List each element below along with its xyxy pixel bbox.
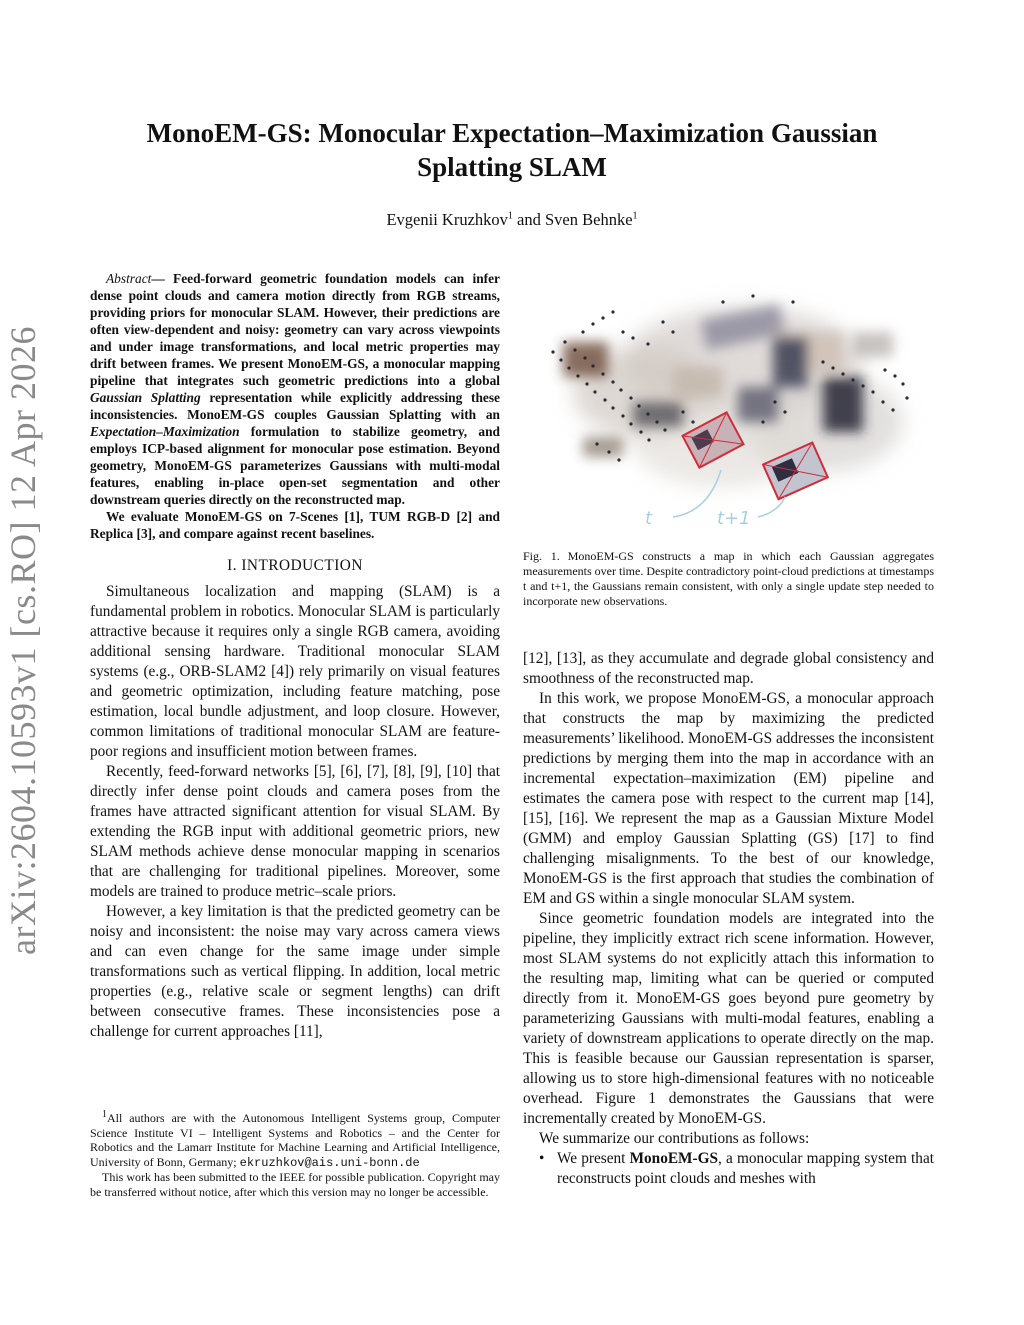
intro-paragraph-3: However, a key limitation is that the predicted geometry can be noisy and inconsistent: the noise may vary across camera views and can even change for the same image under simple transformations such as vertical flipping. In addition, local metric properties (e.g., relative scale or segment lengths) can drift between consecutive frames. These inconsistencies pose a challenge for current approaches [11],: [90, 903, 500, 1040]
author-list: [200, 210, 824, 230]
abstract-evaluation: We evaluate MonoEM-GS on 7-Scenes [1], TUM RGB-D [2] and Replica [3], and compare against recent baselines.: [90, 509, 500, 541]
right-paragraph-1: In this work, we propose MonoEM-GS, a monocular approach that constructs the map by maximizing the predicted measurements’ likelihood. MonoEM-GS addresses the inconsistent predictions by merging them into the map in accordance with an incremental expectation–maximization (EM) pipeline and estimates the camera pose with respect to the current map [14], [15], [16]. We represent the map as a Gaussian Mixture Model (GMM) and employ Gaussian Splatting (GS) [17] to find challenging misalignments. To the best of our knowledge, MonoEM-GS is the first approach that studies the combination of EM and GS within a single monocular SLAM system.: [523, 690, 934, 907]
author-conjunction: and: [512, 210, 545, 229]
contribution-1-name: MonoEM-GS: [629, 1150, 718, 1167]
author-1-affiliation: 1: [507, 210, 513, 222]
footnote: [90, 1108, 500, 1199]
caption-text: MonoEM-GS constructs a map in which each Gaussian aggregates measurements over time. Despite contradictory point-cloud predictions at timestamps t and t+1, the Gaussians remain consistent, with only a single update step needed to incorporate new observations.: [523, 549, 934, 608]
contribution-item: [523, 1149, 934, 1189]
left-column: [90, 270, 500, 1042]
abstract-text-a: Feed-forward geometric foundation models can infer dense point clouds and camera motion directly from RGB streams, providing priors for monocular SLAM. However, their predictions are often view-dependent and noisy: geometry can vary across viewpoints and under image transformations, and local metric properties may drift between frames. We present MonoEM-GS, a monocular mapping pipeline that integrates such geometric predictions into a global: [90, 271, 500, 388]
abstract-text-b: representation while explicitly addressing these inconsistencies. MonoEM-GS couples Gaussian Splatting with an: [90, 390, 500, 422]
arrow-t1: [758, 497, 785, 517]
right-paragraph-2: Since geometric foundation models are integrated into the pipeline, they implicitly extract rich scene information. However, most SLAM systems do not explicitly attach this information to the resulting map, limiting what can be queried or computed directly from it. MonoEM-GS goes beyond pure geometry by parameterizing Gaussians with multi-modal features, enabling a variety of downstream applications to operate directly on the map. This is feasible because our Gaussian representation is sparser, allowing us to store high-dimensional features with no noticeable overhead. Figure 1 demonstrates the Gaussians that were incrementally created by MonoEM-GS.: [523, 910, 934, 1127]
contribution-1-pre: We present: [557, 1150, 630, 1167]
footnote-marker: 1: [102, 1109, 107, 1120]
figure-caption: [523, 549, 934, 609]
paper-title: [120, 116, 904, 184]
author-2: Sven Behnke: [544, 210, 633, 229]
author-1: Evgenii Kruzhkov: [386, 210, 508, 229]
author-2-affiliation: 1: [632, 210, 638, 222]
contribution-1-post: , a monocular mapping system that reconstructs point clouds and meshes with: [557, 1150, 934, 1187]
arxiv-identifier: arXiv:2604.10593v1 [cs.RO] 12 Apr 2026: [3, 326, 43, 955]
figure-1: [523, 272, 934, 542]
abstract: [90, 270, 500, 542]
abstract-label: Abstract: [106, 271, 152, 286]
intro-paragraph-1: Simultaneous localization and mapping (SLAM) is a fundamental problem in robotics. Monocular SLAM is particularly attractive because it requires only a single RGB camera, avoiding additional sensing hardware. Traditional monocular SLAM systems (e.g., ORB-SLAM2 [4]) rely primarily on visual features and geometric optimization, including feature matching, pose estimation, local bundle adjustment, and loop closure. However, common limitations of traditional monocular SLAM are feature-poor regions and insufficient motion between frames.: [90, 583, 500, 760]
footnote-ieee-notice: This work has been submitted to the IEEE for possible publication. Copyright may be transferred without notice, after which this version may no longer be accessible.: [90, 1170, 500, 1199]
title-line-1: MonoEM-GS: Monocular Expectation–Maximization Gaussian: [146, 118, 878, 148]
section-heading-introduction: I. INTRODUCTION: [227, 557, 363, 574]
abstract-dash: —: [151, 271, 165, 286]
contributions-list: [523, 1149, 934, 1189]
title-line-2: Splatting SLAM: [417, 152, 607, 182]
label-t: t: [645, 508, 653, 529]
caption-label: Fig. 1.: [523, 549, 560, 563]
abstract-emphasis-gs: Gaussian Splatting: [90, 390, 201, 405]
abstract-emphasis-em: Expectation–Maximization: [90, 424, 240, 439]
footnote-affiliation: All authors are with the Autonomous Intelligent Systems group, Computer Science Institute VI – Intelligent Systems and Robotics – and the Center for Robotics and the Lamarr Institute for Machine Learning and Artificial Intelligence, University of Bonn, Germany;: [90, 1111, 500, 1169]
right-paragraph-0: [12], [13], as they accumulate and degrade global consistency and smoothness of the reconstructed map.: [523, 650, 934, 687]
footnote-email: ekruzhkov@ais.uni-bonn.de: [239, 1155, 420, 1170]
right-column: [523, 649, 934, 1189]
right-paragraph-3: We summarize our contributions as follows:: [539, 1130, 810, 1147]
intro-paragraph-2: Recently, feed-forward networks [5], [6], [7], [8], [9], [10] that directly infer dense point clouds and camera poses from the frames have attracted significant attention for visual SLAM. By extending the RGB input with additional geometric priors, new SLAM methods achieve dense monocular mapping in scenarios that are challenging for traditional pipelines. Moreover, some models are trained to produce metric–scale priors.: [90, 763, 500, 900]
abstract-text-c: formulation to stabilize geometry, and employs ICP-based alignment for monocular pose estimation. Beyond geometry, MonoEM-GS parameterizes Gaussians with multi-modal features, enabling in-place open-set segmentation and other downstream queries directly on the reconstructed map.: [90, 424, 500, 507]
label-t-plus-1: t+1: [717, 508, 751, 529]
gaussian-map-illustration: [523, 272, 934, 542]
